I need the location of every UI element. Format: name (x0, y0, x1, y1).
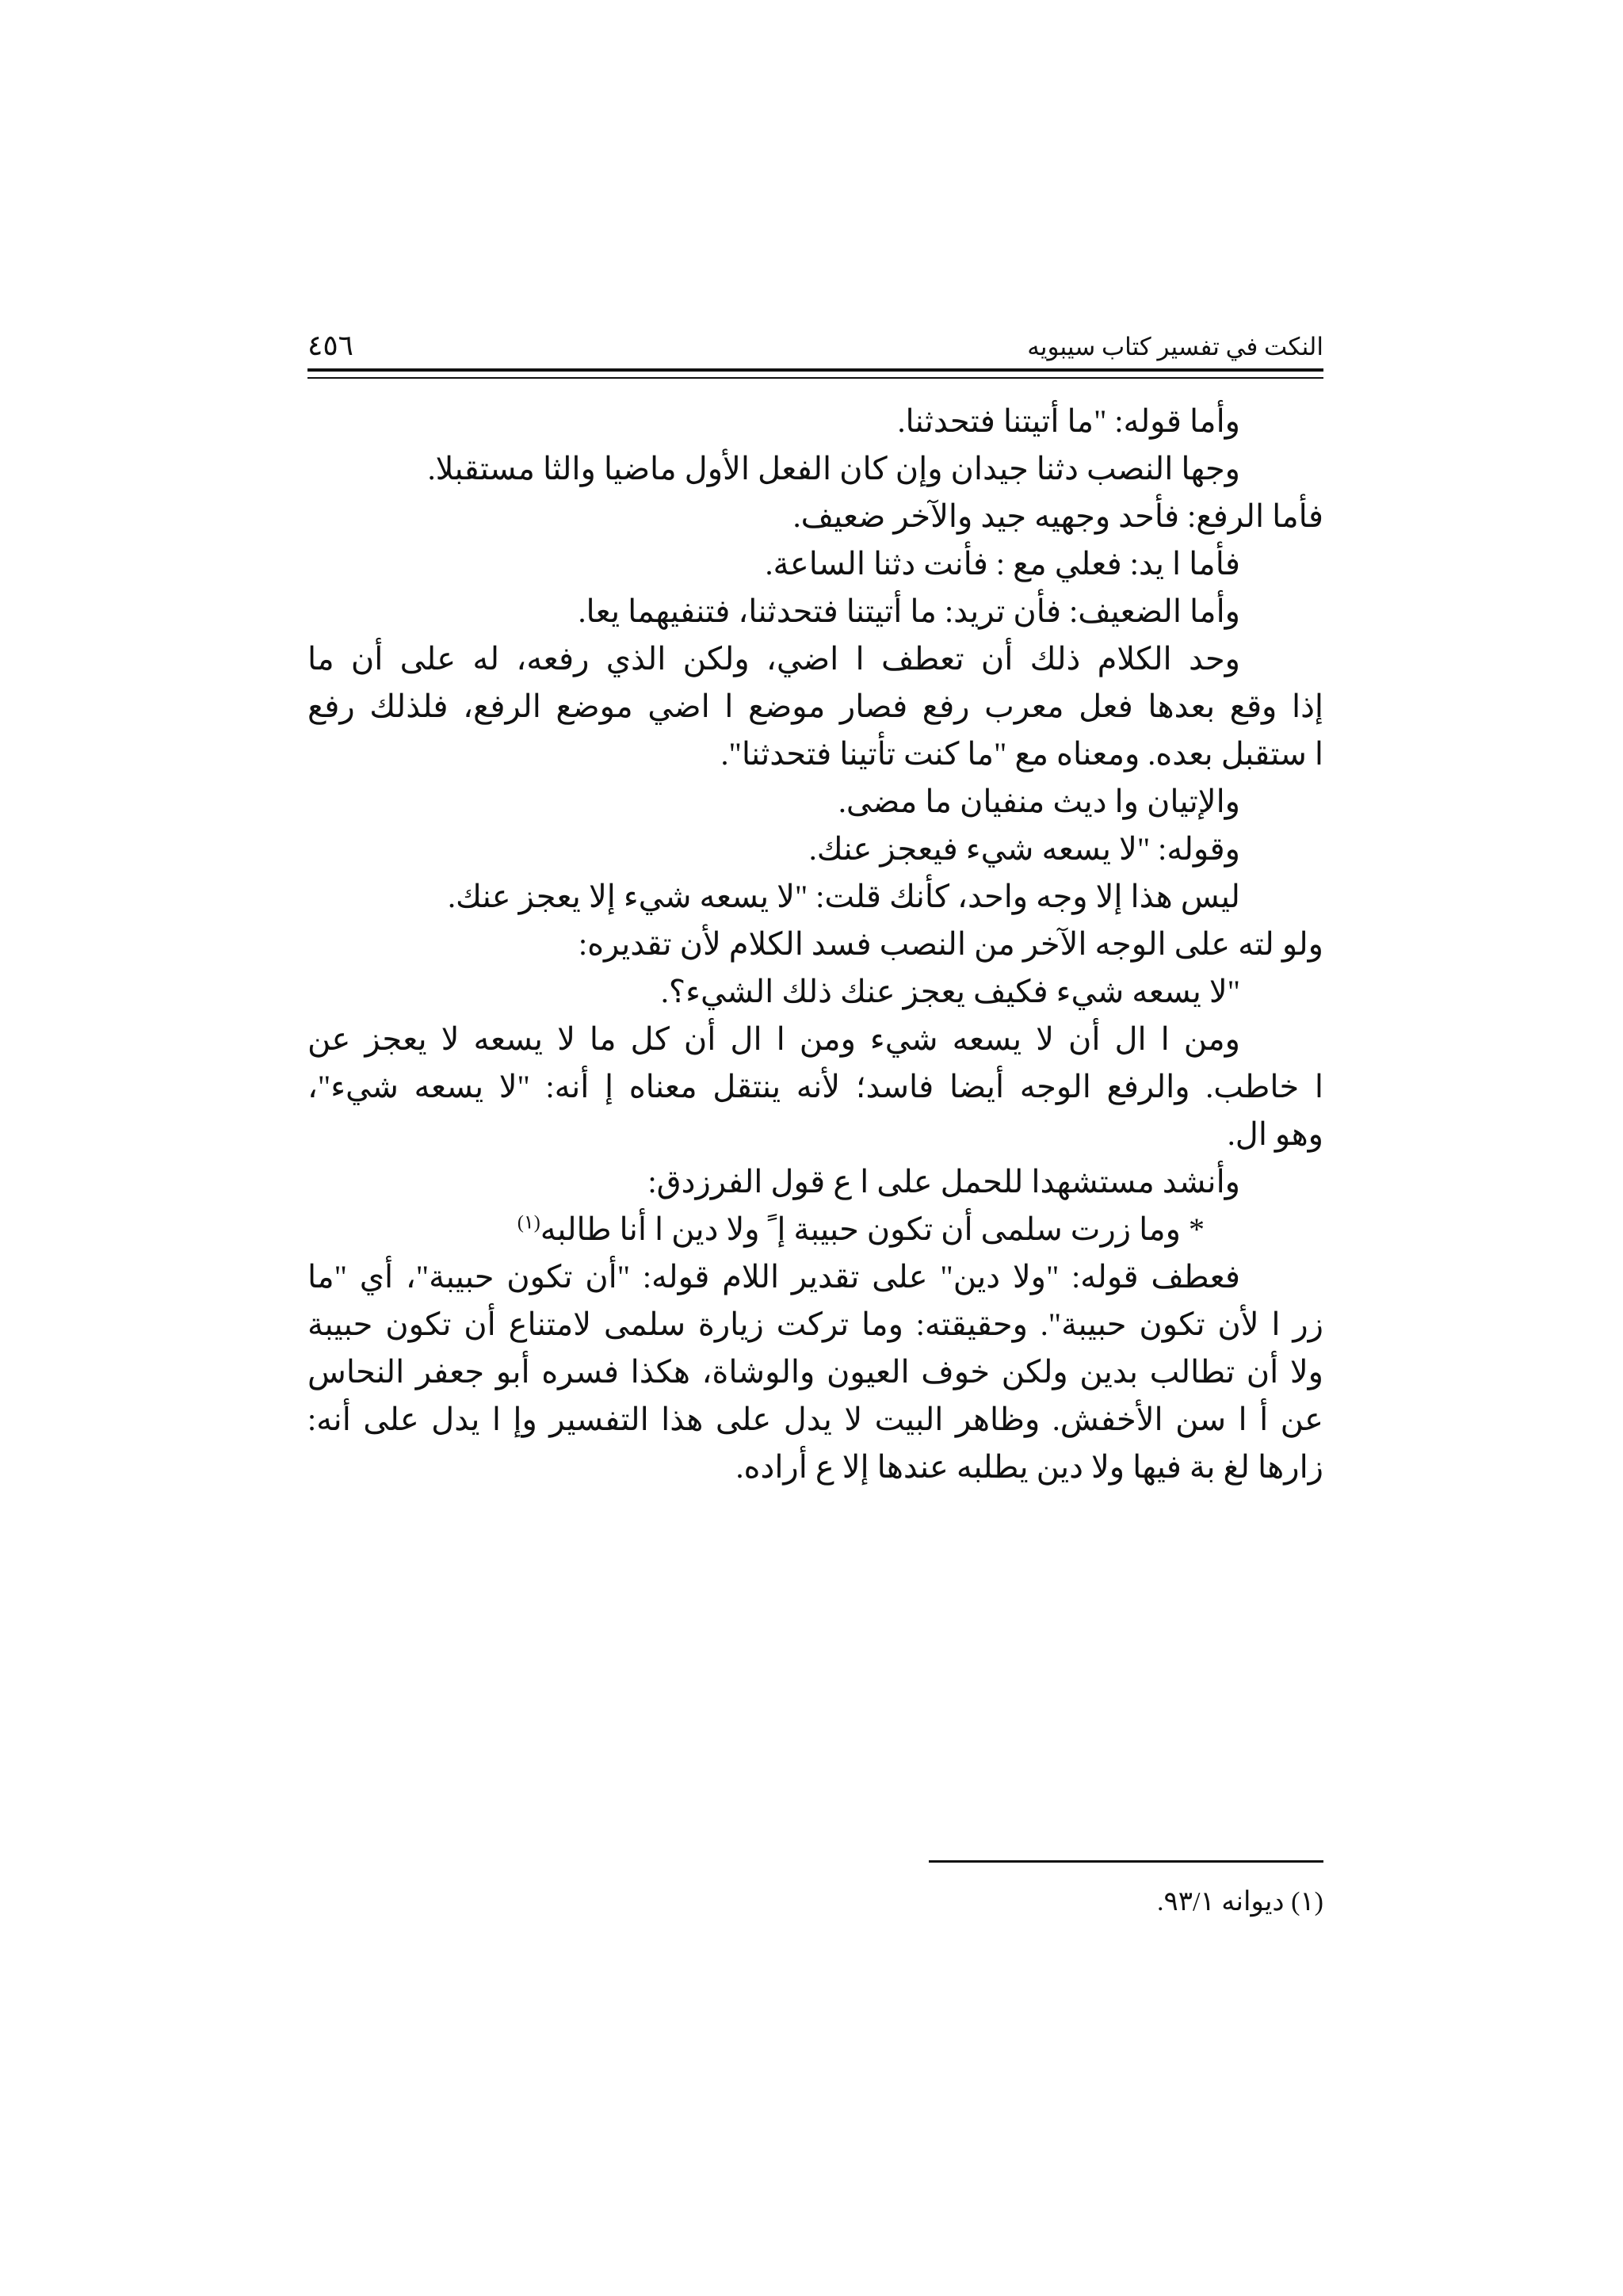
text-line: وأما قوله: "ما أتيتنا فتحدثنا. (897, 403, 1240, 439)
running-title: النكت في تفسير كتاب سيبويه (1027, 333, 1323, 360)
text-line: وأما الضعيف: فأن تريد: ما أتيتنا فتحدثنا، فتنفيهما يعا. (578, 593, 1240, 629)
text-line: ولا أن تطالب بدين ولكن خوف العيون والوشاة، هكذا فسره أبو جعفر النحاس (307, 1354, 1323, 1390)
text-line: وقوله: "لا يسعه شيء فيعجز عنك. (808, 831, 1240, 867)
footnote: (١) ديوانه ٩٣/١. (1157, 1887, 1323, 1917)
text-line: زر ا لأن تكون حبيبة". وحقيقته: وما تركت زيارة سلمى لامتناع أن تكون حبيبة (307, 1306, 1323, 1342)
footnote-separator (929, 1860, 1323, 1863)
page-number: ٤٥٦ (307, 330, 354, 362)
verse-text: * وما زرت سلمى أن تكون حبيبة إ ً ولا دين ا أنا طالبه (540, 1211, 1205, 1247)
header-rule-thin (307, 377, 1323, 379)
text-line: وأنشد مستشهدا للحمل على ا ع قول الفرزدق: (647, 1164, 1240, 1199)
text-line: وهو ال. (1227, 1116, 1323, 1152)
text-line: زارها لغ بة فيها ولا دين يطلبه عندها إلا ع أراده. (735, 1449, 1323, 1485)
text-line: فأما الرفع: فأحد وجهيه جيد والآخر ضعيف. (792, 498, 1323, 534)
text-line: "لا يسعه شيء فكيف يعجز عنك ذلك الشيء؟. (660, 974, 1240, 1009)
header-rule-thick (307, 368, 1323, 372)
text-line: فأما ا يد: فعلي مع : فأنت دثنا الساعة. (765, 546, 1240, 582)
text-line: وجها النصب دثنا جيدان وإن كان الفعل الأول ماضيا والثا مستقبلا. (427, 451, 1240, 486)
text-line: فعطف قوله: "ولا دين" على تقدير اللام قوله: "أن تكون حبيبة"، أي "ما (307, 1259, 1240, 1295)
poetry-verse (307, 1206, 1323, 1253)
body-text (307, 398, 1323, 1491)
footnote-marker: (١) (517, 1212, 540, 1234)
text-line: ومن ا ال أن لا يسعه شيء ومن ا ال أن كل ما لا يسعه لا يعجز عن (307, 1021, 1240, 1057)
text-line: ولو لته على الوجه الآخر من النصب فسد الكلام لأن تقديره: (578, 926, 1323, 962)
text-line: والإتيان وا ديث منفيان ما مضى. (838, 784, 1240, 819)
text-line: عن أ ا سن الأخفش. وظاهر البيت لا يدل على هذا التفسير وإ ا يدل على أنه: (307, 1402, 1323, 1437)
text-line: ا ستقبل بعده. ومعناه مع "ما كنت تأتينا فتحدثنا". (720, 736, 1323, 772)
text-line: ا خاطب. والرفع الوجه أيضا فاسد؛ لأنه ينتقل معناه إ أنه: "لا يسعه شيء"، (307, 1069, 1323, 1104)
text-line: وحد الكلام ذلك أن تعطف ا اضي، ولكن الذي رفعه، له على أن ما (307, 641, 1240, 677)
text-line: إذا وقع بعدها فعل معرب رفع فصار موضع ا اضي موضع الرفع، فلذلك رفع (307, 688, 1323, 724)
text-line: ليس هذا إلا وجه واحد، كأنك قلت: "لا يسعه شيء إلا يعجز عنك. (447, 879, 1240, 914)
